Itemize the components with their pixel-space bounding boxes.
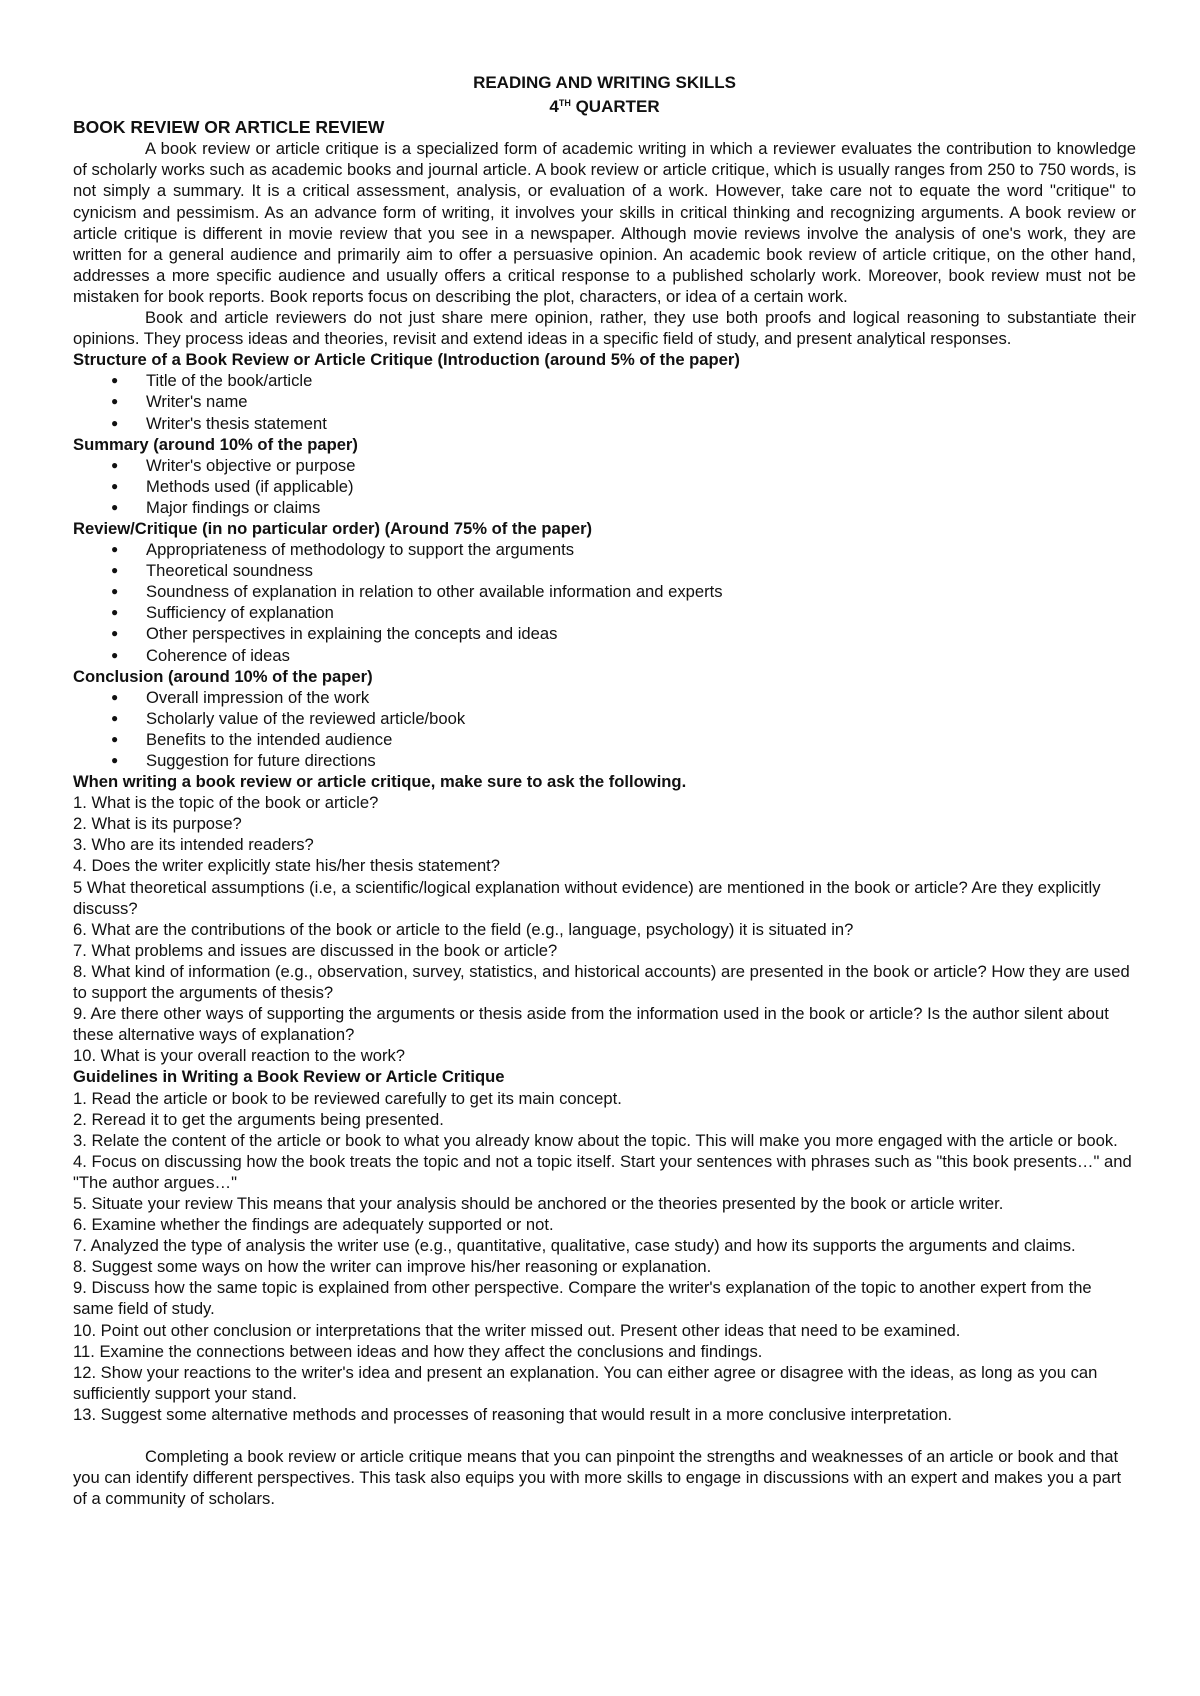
- question-item: 8. What kind of information (e.g., observation, survey, statistics, and historical accounts) are presented in the book or article? How they are used to support the arguments of thesis?: [73, 961, 1130, 1003]
- guideline-item: 2. Reread it to get the arguments being presented.: [73, 1109, 444, 1129]
- structure-heading: Structure of a Book Review or Article Critique (Introduction (around 5% of the paper): [73, 350, 740, 370]
- question-item: 9. Are there other ways of supporting the arguments or thesis aside from the information used in the book or article? Is the author silent about these alternative ways of explanation?: [73, 1004, 1109, 1045]
- question-item: 2. What is its purpose?: [73, 814, 242, 834]
- list-item: ● Overall impression of the work: [111, 687, 370, 707]
- bullet-icon: ●: [111, 542, 119, 557]
- closing-paragraph: Completing a book review or article critique means that you can pinpoint the strengths and weaknesses of an article or book and that you can identify different perspectives. This task also equips you with more skills to engage in discussions with an expert and makes you a part of a community of scholars.: [73, 1447, 1122, 1509]
- guideline-item: 12. Show your reactions to the writer's idea and present an explanation. You can either agree or disagree with the ideas, as long as you can sufficiently support your stand.: [73, 1362, 1098, 1403]
- list-item: ● Benefits to the intended audience: [111, 729, 393, 749]
- intro-paragraph-2: Book and article reviewers do not just share mere opinion, rather, they use both proofs and logical reasoning to substantiate their opinions. They process ideas and theories, revisit and extend ideas in a specific field of study, and present analytical responses.: [73, 308, 1136, 349]
- review-heading: Review/Critique (in no particular order) (Around 75% of the paper): [73, 518, 593, 538]
- bullet-icon: ●: [111, 394, 119, 409]
- introduction-list: [73, 370, 1136, 433]
- list-item: ● Title of the book/article: [111, 371, 313, 391]
- quarter-suffix: TH: [558, 98, 571, 109]
- guideline-item: 5. Situate your review This means that your analysis should be anchored or the theories presented by the book or article writer.: [73, 1193, 1004, 1213]
- bullet-icon: ●: [111, 753, 119, 767]
- list-item: ● Other perspectives in explaining the concepts and ideas: [111, 624, 558, 644]
- list-item: ● Major findings or claims: [111, 497, 321, 517]
- guideline-item: 13. Suggest some alternative methods and processes of reasoning that would result in a more conclusive interpretation.: [73, 1404, 953, 1424]
- bullet-icon: ●: [111, 647, 119, 662]
- questions-list: [73, 792, 1136, 1066]
- document-title: READING AND WRITING SKILLS: [473, 73, 736, 92]
- bullet-icon: ●: [111, 563, 119, 578]
- guideline-item: 10. Point out other conclusion or interpretations that the writer missed out. Present other ideas that need to be examined.: [73, 1320, 961, 1340]
- list-item: ● Scholarly value of the reviewed article/book: [111, 708, 466, 728]
- list-item: ● Writer's objective or purpose: [111, 455, 356, 475]
- bullet-icon: ●: [111, 731, 119, 746]
- summary-heading: Summary (around 10% of the paper): [73, 434, 358, 454]
- guidelines-heading: Guidelines in Writing a Book Review or Article Critique: [73, 1067, 505, 1087]
- intro-paragraph-1: A book review or article critique is a specialized form of academic writing in which a reviewer evaluates the contribution to knowledge of scholarly works such as academic books and journal article. A book review or article critique, which is usually ranges from 250 to 750 words, is not simply a summary. It is a critical assessment, analysis, or evaluation of a work. However, take care not to equate the word "critique" to cynicism and pessimism. As an advance form of writing, it involves your skills in critical thinking and recognizing arguments. A book review or article critique is different in movie review that you see in a newspaper. Although movie reviews involve the analysis of one's work, they are written for a general audience and primarily aim to offer a persuasive opinion. An academic book review of article critique, on the other hand, addresses a more specific audience and usually offers a critical response to a published scholarly work. Moreover, book review must not be mistaken for book reports. Book reports focus on describing the plot, characters, or idea of a certain work.: [73, 139, 1136, 306]
- list-item: ● Coherence of ideas: [111, 645, 290, 665]
- guideline-item: 8. Suggest some ways on how the writer can improve his/her reasoning or explanation.: [73, 1257, 712, 1277]
- bullet-icon: ●: [111, 626, 119, 641]
- bullet-icon: ●: [111, 499, 119, 514]
- bullet-icon: ●: [111, 457, 119, 472]
- list-item: ● Methods used (if applicable): [111, 476, 354, 496]
- list-item: ● Soundness of explanation in relation to other available information and experts: [111, 582, 723, 602]
- bullet-icon: ●: [111, 373, 119, 388]
- bullet-icon: ●: [111, 478, 119, 493]
- bullet-icon: ●: [111, 605, 119, 620]
- review-list: [73, 539, 1136, 666]
- list-item: ● Suggestion for future directions: [111, 751, 376, 770]
- question-item: 5 What theoretical assumptions (i.e, a scientific/logical explanation without evidence) are mentioned in the book or article? Are they explicitly discuss?: [73, 877, 1101, 918]
- guideline-item: 1. Read the article or book to be reviewed carefully to get its main concept.: [73, 1088, 622, 1108]
- list-item: ● Appropriateness of methodology to support the arguments: [111, 540, 575, 560]
- guideline-item: 7. Analyzed the type of analysis the writer use (e.g., quantitative, qualitative, case study) and how its supports the arguments and claims.: [73, 1236, 1076, 1256]
- summary-list: [73, 455, 1136, 518]
- document-subtitle: [73, 93, 1136, 117]
- guideline-item: 3. Relate the content of the article or book to what you already know about the topic. This will make you more engaged with the article or book.: [73, 1130, 1118, 1150]
- quarter-label: QUARTER: [570, 97, 660, 117]
- conclusion-list: [73, 687, 1136, 771]
- paragraph-spacer: [73, 1425, 1136, 1446]
- guideline-item: 4. Focus on discussing how the book treats the topic and not a topic itself. Start your sentences with phrases such as "this book presents…" and "The author argues…": [73, 1151, 1132, 1192]
- list-item: ● Sufficiency of explanation: [111, 603, 334, 623]
- quarter-number: 4: [549, 97, 559, 117]
- bullet-icon: ●: [111, 415, 119, 430]
- question-item: 10. What is your overall reaction to the work?: [73, 1046, 406, 1066]
- list-item: ● Writer's name: [111, 392, 248, 412]
- list-item: ● Theoretical soundness: [111, 561, 313, 581]
- conclusion-heading: Conclusion (around 10% of the paper): [73, 666, 373, 686]
- bullet-icon: ●: [111, 689, 119, 704]
- guideline-item: 6. Examine whether the findings are adequately supported or not.: [73, 1215, 554, 1235]
- question-item: 4. Does the writer explicitly state his/her thesis statement?: [73, 856, 501, 876]
- question-item: 7. What problems and issues are discussed in the book or article?: [73, 940, 558, 960]
- bullet-icon: ●: [111, 584, 119, 599]
- guideline-item: 9. Discuss how the same topic is explained from other perspective. Compare the writer's explanation of the topic to another expert from the same field of study.: [73, 1278, 1092, 1319]
- list-item: ● Writer's thesis statement: [111, 413, 327, 433]
- questions-heading: When writing a book review or article critique, make sure to ask the following.: [73, 772, 687, 792]
- main-heading: BOOK REVIEW OR ARTICLE REVIEW: [73, 117, 385, 138]
- guidelines-list: [73, 1088, 1136, 1426]
- question-item: 1. What is the topic of the book or article?: [73, 793, 379, 813]
- bullet-icon: ●: [111, 710, 119, 725]
- guideline-item: 11. Examine the connections between ideas and how they affect the conclusions and findings.: [73, 1341, 763, 1361]
- question-item: 6. What are the contributions of the book or article to the field (e.g., language, psychology) it is situated in?: [73, 919, 854, 939]
- question-item: 3. Who are its intended readers?: [73, 835, 314, 855]
